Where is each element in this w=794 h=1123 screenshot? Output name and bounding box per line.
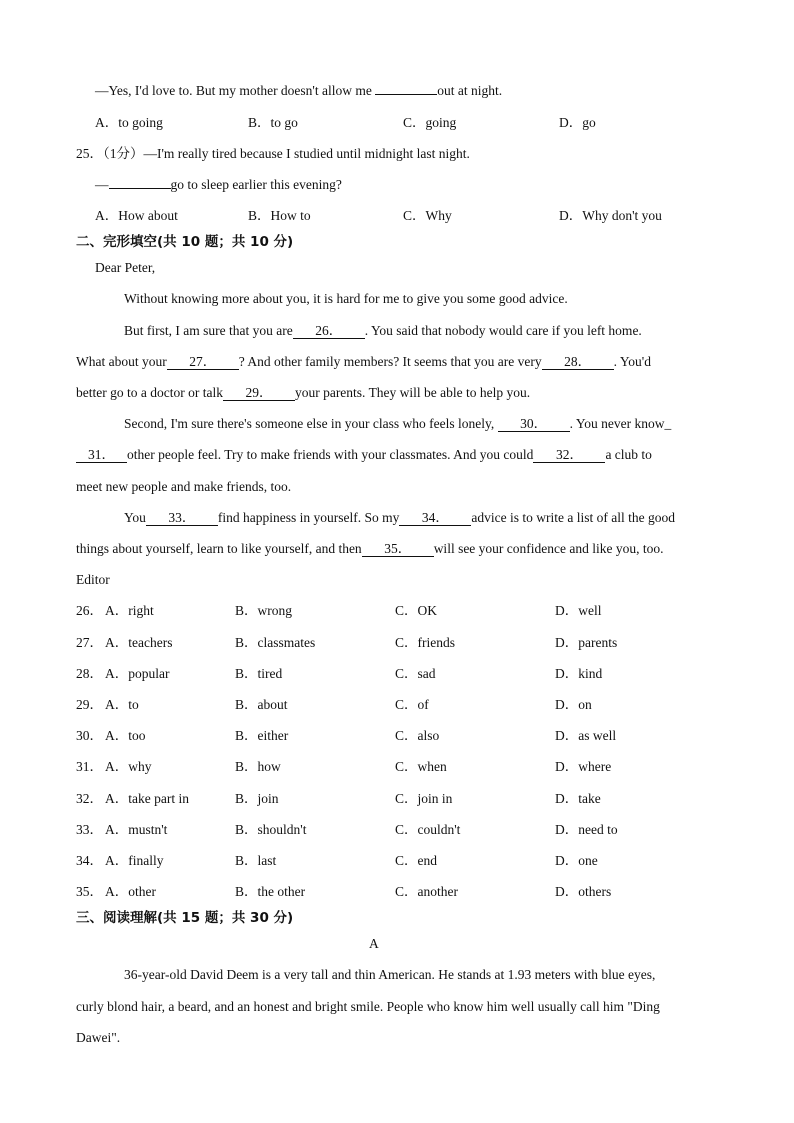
option-d[interactable]: D．one <box>555 853 598 868</box>
text: What about your <box>76 354 167 369</box>
option-d[interactable]: D．kind <box>555 666 603 681</box>
letter-line-p2a <box>124 322 642 340</box>
option-b[interactable]: B．wrong <box>235 603 292 618</box>
option-c[interactable]: C．another <box>395 884 458 899</box>
text: will see your confidence and like you, too. <box>433 541 664 556</box>
q25-text-before: — <box>95 177 109 192</box>
question-number: 32． <box>76 791 103 806</box>
option-a[interactable]: A．teachers <box>105 635 173 650</box>
text: . You said that nobody would care if you left home. <box>364 323 642 338</box>
letter-line-p3b <box>76 446 652 464</box>
q25-prompt-line <box>95 176 342 194</box>
question-number: 31． <box>76 759 103 774</box>
question-number: 30． <box>76 728 103 743</box>
blank-33: 33． <box>146 510 218 526</box>
q24-prompt-line <box>95 82 502 100</box>
blank-31: 31． <box>76 447 127 463</box>
blank-29: 29． <box>223 385 295 401</box>
passage-label: A <box>369 936 379 951</box>
option-b[interactable]: B．last <box>235 853 277 868</box>
q24-answer-blank <box>375 94 437 95</box>
option-b[interactable]: B．how <box>235 759 281 774</box>
option-a[interactable]: A．take part in <box>105 791 189 806</box>
letter-line-p3c: meet new people and make friends, too. <box>76 479 292 494</box>
question-row <box>76 727 103 745</box>
q25-answer-blank <box>109 188 171 189</box>
question-number: 28． <box>76 666 103 681</box>
text: But first, I am sure that you are <box>124 323 293 338</box>
option-b[interactable]: B．tired <box>235 666 283 681</box>
letter-greeting: Dear Peter, <box>95 260 156 275</box>
blank-26: 26． <box>293 323 365 339</box>
option-d[interactable]: D．parents <box>555 635 618 650</box>
option-d[interactable]: D．need to <box>555 822 618 837</box>
q24-option-d[interactable]: D．go <box>559 115 596 130</box>
question-row <box>76 852 103 870</box>
blank-27: 27． <box>167 354 239 370</box>
option-d[interactable]: D．others <box>555 884 612 899</box>
question-number: 34． <box>76 853 103 868</box>
question-number: 26． <box>76 603 103 618</box>
letter-line-p2c <box>76 384 530 402</box>
option-c[interactable]: C．friends <box>395 635 455 650</box>
option-b[interactable]: B．about <box>235 697 288 712</box>
option-c[interactable]: C．join in <box>395 791 453 806</box>
passage-line-1: 36-year-old David Deem is a very tall and thin American. He stands at 1.93 meters with blue eyes, <box>124 967 656 982</box>
q24-option-a[interactable]: A．to going <box>95 115 163 130</box>
question-row <box>76 634 103 652</box>
option-b[interactable]: B．the other <box>235 884 306 899</box>
text: . You never know_ <box>569 416 672 431</box>
option-a[interactable]: A．too <box>105 728 146 743</box>
text: other people feel. Try to make friends with your classmates. And you could <box>127 447 534 462</box>
option-d[interactable]: D．where <box>555 759 612 774</box>
option-a[interactable]: A．mustn't <box>105 822 168 837</box>
text: find happiness in yourself. So my <box>217 510 400 525</box>
option-c[interactable]: C．also <box>395 728 440 743</box>
letter-line-p4b <box>76 540 664 558</box>
question-number: 29． <box>76 697 103 712</box>
q24-text-after: out at night. <box>437 83 503 98</box>
letter-paragraph-1: Without knowing more about you, it is hard for me to give you some good advice. <box>124 291 568 306</box>
option-c[interactable]: C．sad <box>395 666 436 681</box>
question-row <box>76 696 103 714</box>
option-b[interactable]: B．classmates <box>235 635 316 650</box>
passage-line-2: curly blond hair, a beard, and an honest and bright smile. People who know him well usually call him "Ding <box>76 999 660 1014</box>
blank-34: 34． <box>399 510 471 526</box>
option-a[interactable]: A．right <box>105 603 154 618</box>
letter-line-p2b <box>76 353 651 371</box>
option-a[interactable]: A．finally <box>105 853 164 868</box>
option-b[interactable]: B．either <box>235 728 289 743</box>
q25-option-c[interactable]: C．Why <box>403 208 452 223</box>
blank-28: 28． <box>542 354 614 370</box>
q24-text-before: —Yes, I'd love to. But my mother doesn't allow me <box>95 83 376 98</box>
option-a[interactable]: A．other <box>105 884 156 899</box>
q25-text-after: go to sleep earlier this evening? <box>170 177 342 192</box>
option-c[interactable]: C．OK <box>395 603 438 618</box>
text: ? And other family members? It seems that you are very <box>238 354 542 369</box>
question-row <box>76 665 103 683</box>
q24-option-c[interactable]: C．going <box>403 115 457 130</box>
letter-signoff: Editor <box>76 572 110 587</box>
section3-heading: 三、阅读理解(共 15 题；共 30 分) <box>76 910 294 926</box>
passage-line-3: Dawei". <box>76 1030 121 1045</box>
question-number: 35． <box>76 884 103 899</box>
q25-option-a[interactable]: A．How about <box>95 208 178 223</box>
option-c[interactable]: C．when <box>395 759 447 774</box>
option-d[interactable]: D．as well <box>555 728 617 743</box>
q24-option-b[interactable]: B．to go <box>248 115 298 130</box>
option-c[interactable]: C．couldn't <box>395 822 461 837</box>
text: your parents. They will be able to help you. <box>294 385 531 400</box>
question-number: 33． <box>76 822 103 837</box>
option-a[interactable]: A．to <box>105 697 139 712</box>
option-c[interactable]: C．of <box>395 697 429 712</box>
section2-heading: 二、完形填空(共 10 题；共 10 分) <box>76 234 294 250</box>
question-row <box>76 602 103 620</box>
text: You <box>124 510 146 525</box>
q25-option-b[interactable]: B．How to <box>248 208 311 223</box>
option-a[interactable]: A．why <box>105 759 152 774</box>
q25-stem: 25．（1分）—I'm really tired because I studied until midnight last night. <box>76 146 470 161</box>
option-d[interactable]: D．on <box>555 697 592 712</box>
text: Second, I'm sure there's someone else in your class who feels lonely, <box>124 416 498 431</box>
option-c[interactable]: C．end <box>395 853 437 868</box>
q25-option-d[interactable]: D．Why don't you <box>559 208 662 223</box>
question-row <box>76 883 103 901</box>
question-row <box>76 790 103 808</box>
blank-32: 32． <box>533 447 605 463</box>
text: better go to a doctor or talk <box>76 385 223 400</box>
option-d[interactable]: D．take <box>555 791 601 806</box>
option-a[interactable]: A．popular <box>105 666 170 681</box>
blank-35: 35． <box>362 541 434 557</box>
question-number: 27． <box>76 635 103 650</box>
text: . You'd <box>613 354 651 369</box>
option-b[interactable]: B．join <box>235 791 279 806</box>
letter-line-p3a <box>124 415 671 433</box>
blank-30: 30． <box>498 416 570 432</box>
question-row <box>76 758 103 776</box>
letter-line-p4a <box>124 509 675 527</box>
question-row <box>76 821 103 839</box>
text: advice is to write a list of all the good <box>471 510 675 525</box>
text: things about yourself, learn to like yourself, and then <box>76 541 362 556</box>
option-d[interactable]: D．well <box>555 603 602 618</box>
option-b[interactable]: B．shouldn't <box>235 822 307 837</box>
text: a club to <box>605 447 652 462</box>
